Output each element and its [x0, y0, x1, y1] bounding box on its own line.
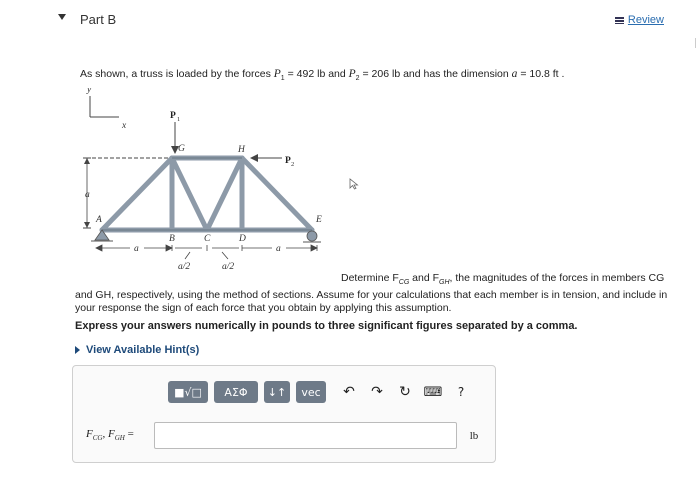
collapse-arrow-icon[interactable] [58, 14, 66, 20]
node-d-label: D [239, 234, 246, 244]
height-label: a [85, 190, 90, 200]
templates-button[interactable]: ■√□ [168, 381, 208, 403]
axes-icon [86, 88, 127, 131]
node-h-label: H [238, 145, 245, 155]
keyboard-icon[interactable]: ⌨ [423, 384, 443, 400]
node-a-label: A [96, 215, 102, 225]
node-e-label: E [316, 215, 322, 225]
sort-button[interactable]: ↓↑ [264, 381, 290, 403]
part-title: Part B [80, 12, 117, 27]
a-value: = 10.8 ft . [517, 68, 565, 80]
task-paragraph [75, 272, 675, 315]
axis-y-label: y [87, 88, 92, 95]
reset-icon[interactable]: ↻ [399, 384, 411, 400]
truss-members [102, 158, 312, 230]
load-p1-sub: 1 [177, 116, 181, 123]
mouse-cursor-icon [349, 178, 359, 190]
node-g-label: G [178, 144, 185, 154]
math-toolbar [168, 381, 472, 403]
a-symbol: a [511, 68, 518, 80]
span-dimensions [96, 245, 317, 259]
p1-value: = 492 lb and [284, 68, 349, 80]
span-right-label: a [276, 244, 281, 254]
undo-icon[interactable]: ↶ [343, 384, 355, 400]
review-label: Review [627, 14, 664, 26]
height-dimension [83, 158, 91, 228]
hints-label: View Available Hint(s) [86, 344, 200, 356]
load-p2-sub: 2 [291, 161, 295, 168]
answer-variable-label: $F_{CG}$, $F_{GH}$ = [86, 428, 134, 443]
expand-triangle-icon [75, 346, 80, 354]
scrollbar[interactable] [695, 38, 700, 48]
p2-value: = 206 lb and has the dimension [359, 68, 512, 80]
p2-symbol: P [348, 68, 356, 80]
answer-input[interactable] [154, 422, 457, 449]
load-p2-arrow [250, 154, 294, 168]
half-span-right-label: a/2 [222, 262, 235, 272]
redo-icon[interactable]: ↷ [371, 384, 383, 400]
task-line-3: your response the sign of each force that you obtain by applying this assumption. [75, 302, 452, 315]
node-c-label: C [204, 234, 211, 244]
answer-instruction: Express your answers numerically in pounds to three significant figures separated by a comma. [75, 320, 578, 332]
problem-intro: As shown, a truss is loaded by the forces [80, 68, 274, 80]
p2-subscript: 2 [355, 75, 360, 83]
axis-x-label: x [122, 121, 127, 131]
vector-button[interactable]: vec [296, 381, 326, 403]
view-hints-toggle[interactable] [75, 344, 199, 356]
unit-label: lb [469, 429, 479, 442]
task-line-1: Determine $F_{CG}$ and $F_{GH}$, the magnitudes of the forces in members CG [341, 272, 665, 287]
load-p1-label: P [170, 111, 176, 121]
span-left-label: a [134, 244, 139, 254]
problem-statement [80, 68, 564, 82]
p1-symbol: P [273, 68, 281, 80]
help-icon[interactable]: ? [457, 385, 465, 399]
p1-subscript: 1 [280, 75, 285, 83]
task-line-2: and GH, respectively, using the method of sections. Assume for your calculations that each member is in tension, and include in [75, 289, 668, 302]
node-b-label: B [169, 234, 175, 244]
load-p2-label: P [285, 156, 291, 166]
review-link[interactable] [615, 14, 664, 26]
truss-figure [82, 88, 332, 273]
symbols-button[interactable]: ΑΣΦ [214, 381, 258, 403]
review-icon [615, 17, 624, 24]
roller-support-e [303, 231, 321, 242]
half-span-left-label: a/2 [178, 262, 191, 272]
